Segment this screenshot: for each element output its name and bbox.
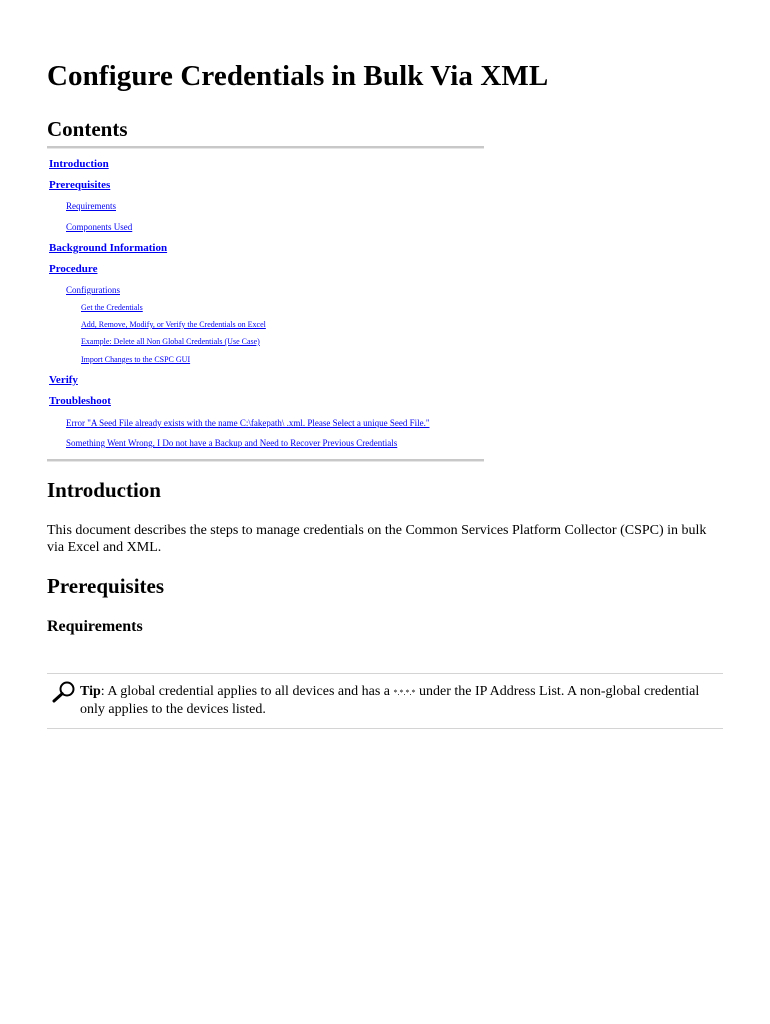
tip-label: Tip bbox=[80, 684, 101, 699]
toc-link-configurations[interactable]: Configurations bbox=[66, 285, 120, 295]
magnifier-icon bbox=[51, 680, 77, 704]
toc-link-components-used[interactable]: Components Used bbox=[66, 222, 133, 232]
tip-text bbox=[80, 683, 720, 718]
toc-heading: Contents bbox=[47, 117, 128, 141]
toc-link-something-went-wrong[interactable]: Something Went Wrong, I Do not have a Backup and Need to Recover Previous Credentials bbox=[66, 438, 398, 448]
toc-link-requirements[interactable]: Requirements bbox=[66, 201, 116, 211]
introduction-heading: Introduction bbox=[47, 478, 161, 502]
toc-link-troubleshoot[interactable]: Troubleshoot bbox=[49, 395, 111, 407]
toc-link-introduction[interactable]: Introduction bbox=[49, 158, 109, 170]
toc-link-background-information[interactable]: Background Information bbox=[49, 242, 168, 254]
introduction-paragraph: This document describes the steps to manage credentials on the Common Services Platform Collector (CSPC) in bulk via Excel and XML. bbox=[47, 523, 707, 555]
toc-link-procedure[interactable]: Procedure bbox=[49, 263, 98, 275]
toc-link-get-the-credentials[interactable]: Get the Credentials bbox=[81, 303, 143, 312]
toc-link-prerequisites[interactable]: Prerequisites bbox=[49, 179, 111, 191]
toc-link-add-remove-modify-verify[interactable]: Add, Remove, Modify, or Verify the Credentials on Excel bbox=[81, 320, 266, 329]
tip-text-end: under the IP Address List. A non-global credential only applies to the devices listed. bbox=[80, 684, 700, 717]
requirements-heading: Requirements bbox=[47, 618, 143, 635]
document-title: Configure Credentials in Bulk Via XML bbox=[47, 60, 549, 92]
tip-callout bbox=[47, 673, 723, 729]
prerequisites-heading: Prerequisites bbox=[47, 574, 165, 598]
tip-text-start: : A global credential applies to all devices and has a bbox=[100, 684, 394, 699]
toc-link-error-seed-file[interactable]: Error "A Seed File already exists with the name C:\fakepath\ .xml. Please Select a unique Seed File." bbox=[66, 418, 430, 428]
toc-link-import-changes[interactable]: Import Changes to the CSPC GUI bbox=[81, 355, 191, 364]
toc-link-verify[interactable]: Verify bbox=[49, 374, 78, 386]
toc-bottom-divider bbox=[47, 459, 484, 462]
wildcard-address: *.*.*.* bbox=[393, 688, 416, 697]
toc-link-example-delete-non-global[interactable]: Example: Delete all Non Global Credentials (Use Case) bbox=[81, 337, 260, 346]
toc-top-divider bbox=[47, 146, 484, 149]
